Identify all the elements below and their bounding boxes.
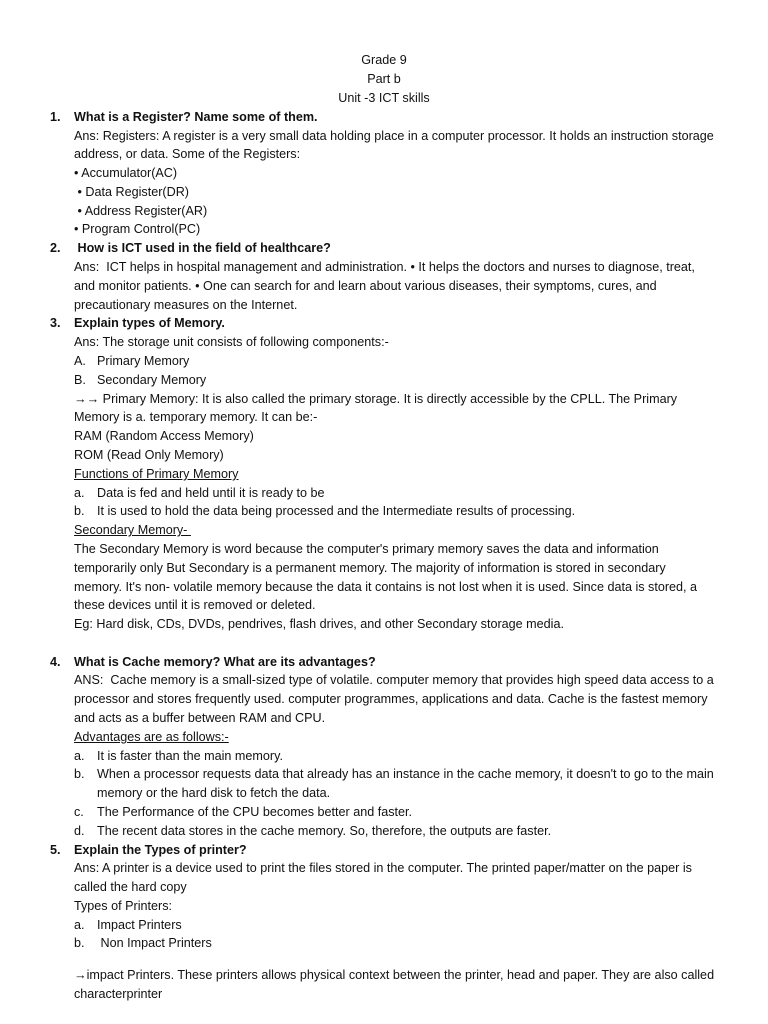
secondary-memory-line: Eg: Hard disk, CDs, DVDs, pendrives, flash drives, and other Secondary storage media. (74, 617, 564, 631)
question-2: How is ICT used in the field of healthcare? (74, 241, 331, 255)
answer-2-line: precautionary measures on the Internet. (74, 298, 298, 312)
printer-type-label: b. (74, 936, 85, 950)
answer-4-line: ANS: Cache memory is a small-sized type of volatile. computer memory that provides high speed data access to a (74, 673, 714, 687)
impact-printers-line: →impact Printers. These printers allows physical context between the printer, head and paper. They are also called (74, 968, 715, 982)
question-5: Explain the Types of printer? (74, 843, 247, 857)
functions-heading: Functions of Primary Memory (74, 467, 239, 481)
impact-printers-line: characterprinter (74, 987, 163, 1001)
part-heading: Part b (367, 72, 401, 86)
question-1: What is a Register? Name some of them. (74, 110, 318, 124)
advantage-label: a. (74, 749, 85, 763)
primary-memory-line: Memory is a. temporary memory. It can be:- (74, 410, 318, 424)
secondary-memory-line: The Secondary Memory is word because the computer's primary memory saves the data and information (74, 542, 659, 556)
function-label: b. (74, 504, 85, 518)
question-number-4: 4. (50, 655, 61, 669)
function-label: a. (74, 486, 85, 500)
advantage-text: The recent data stores in the cache memory. So, therefore, the outputs are faster. (97, 824, 552, 838)
answer-4-line: processor and stores frequently used. computer programmes, applications and data. Cache is the fastest memory (74, 692, 708, 706)
question-number-1: 1. (50, 110, 61, 124)
question-number-2: 2. (50, 241, 61, 255)
question-number-5: 5. (50, 843, 61, 857)
answer-5-line: Types of Printers: (74, 899, 172, 913)
question-3: Explain types of Memory. (74, 316, 225, 330)
memory-type-label: B. (74, 373, 86, 387)
advantage-label: d. (74, 824, 85, 838)
answer-2-line: Ans: ICT helps in hospital management and administration. • It helps the doctors and nurses to diagnose, treat, (74, 260, 695, 274)
advantage-label: b. (74, 767, 85, 781)
advantage-text: It is faster than the main memory. (97, 749, 283, 763)
answer-5-line: called the hard copy (74, 880, 187, 894)
answer-1-line: address, or data. Some of the Registers: (74, 147, 301, 161)
printer-type-text: Impact Printers (97, 918, 182, 932)
advantage-text: The Performance of the CPU becomes better and faster. (97, 805, 413, 819)
printer-type-label: a. (74, 918, 85, 932)
register-item: • Program Control(PC) (74, 222, 201, 236)
advantage-text: memory or the hard disk to fetch the data. (97, 786, 331, 800)
advantages-heading: Advantages are as follows:- (74, 730, 229, 744)
primary-memory-line: RAM (Random Access Memory) (74, 429, 254, 443)
secondary-memory-heading: Secondary Memory- (74, 523, 191, 537)
register-item: • Accumulator(AC) (74, 166, 178, 180)
memory-type-label: A. (74, 354, 86, 368)
memory-type-text: Primary Memory (97, 354, 190, 368)
primary-memory-line: ROM (Read Only Memory) (74, 448, 224, 462)
secondary-memory-line: these devices until it is removed or deleted. (74, 598, 316, 612)
question-4: What is Cache memory? What are its advantages? (74, 655, 376, 669)
answer-2-line: and monitor patients. • One can search for and learn about various diseases, their symptoms, cures, and (74, 279, 657, 293)
answer-4-line: and acts as a buffer between RAM and CPU. (74, 711, 326, 725)
question-number-3: 3. (50, 316, 61, 330)
advantage-text: When a processor requests data that already has an instance in the cache memory, it doesn't to go to the main (97, 767, 714, 781)
advantage-label: c. (74, 805, 84, 819)
function-text: Data is fed and held until it is ready to be (97, 486, 325, 500)
printer-type-text: Non Impact Printers (97, 936, 212, 950)
register-item: • Data Register(DR) (74, 185, 189, 199)
answer-1-line: Ans: Registers: A register is a very small data holding place in a computer processor. It holds an instruction storage (74, 129, 714, 143)
function-text: It is used to hold the data being processed and the Intermediate results of processing. (97, 504, 576, 518)
primary-memory-line: →→ Primary Memory: It is also called the primary storage. It is directly accessible by the CPLL. The Primary (74, 392, 678, 406)
answer-5-line: Ans: A printer is a device used to print the files stored in the computer. The printed paper/matter on the paper is (74, 861, 692, 875)
register-item: • Address Register(AR) (74, 204, 208, 218)
secondary-memory-line: temporarily only But Secondary is a permanent memory. The majority of information is stored in secondary (74, 561, 666, 575)
secondary-memory-line: memory. It's non- volatile memory because the data it contains is not lost when it is used. Since data is stored, a (74, 580, 698, 594)
answer-3-intro: Ans: The storage unit consists of following components:- (74, 335, 389, 349)
memory-type-text: Secondary Memory (97, 373, 207, 387)
unit-heading: Unit -3 ICT skills (338, 91, 430, 105)
grade-heading: Grade 9 (361, 53, 407, 67)
